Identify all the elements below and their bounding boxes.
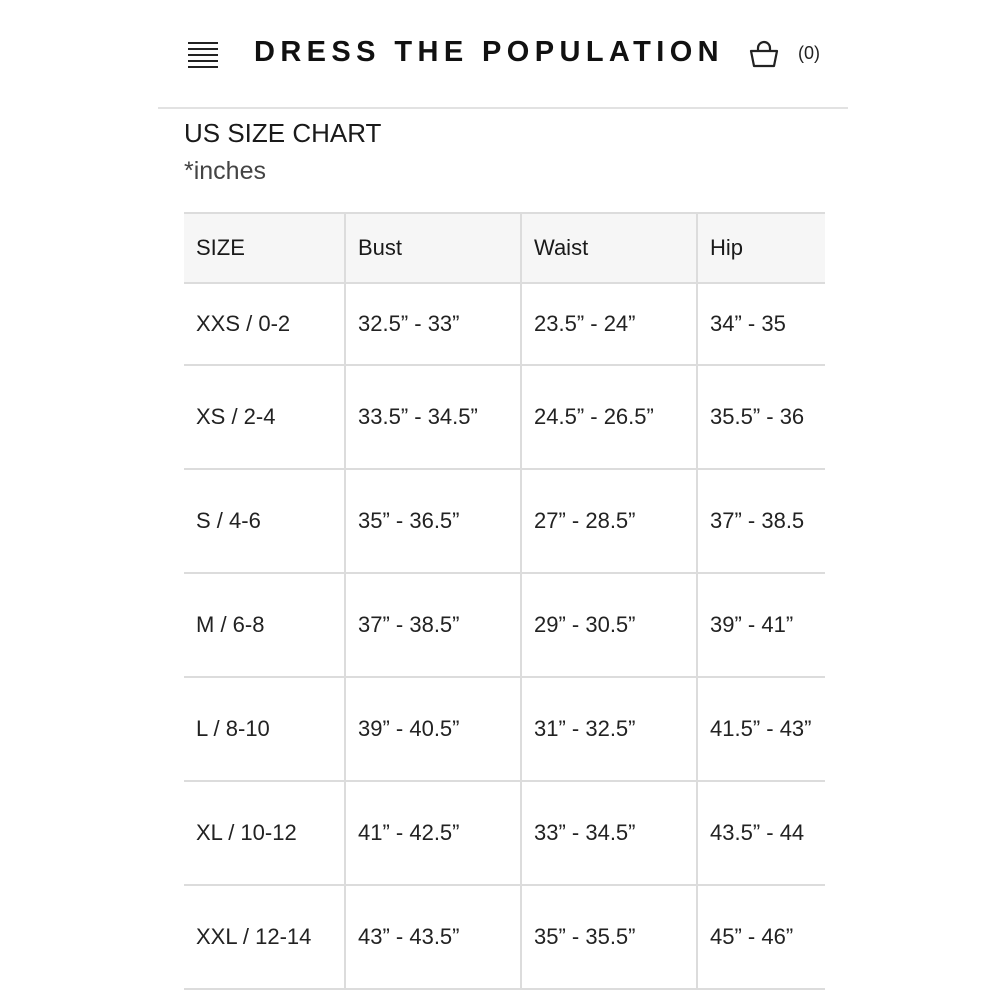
brand-logo[interactable]: DRESS THE POPULATION — [254, 36, 724, 68]
site-header — [158, 0, 848, 109]
table-row — [184, 885, 825, 989]
size-cell: M / 6-8 — [184, 573, 345, 677]
waist-cell: 33” - 34.5” — [521, 781, 697, 885]
bust-cell: 32.5” - 33” — [345, 283, 521, 365]
column-header-size: SIZE — [184, 213, 345, 283]
hip-cell: 41.5” - 43” — [697, 677, 825, 781]
table-row — [184, 573, 825, 677]
table-row — [184, 677, 825, 781]
size-cell: XS / 2-4 — [184, 365, 345, 469]
column-header-waist: Waist — [521, 213, 697, 283]
bust-cell: 37” - 38.5” — [345, 573, 521, 677]
waist-cell: 29” - 30.5” — [521, 573, 697, 677]
waist-cell: 31” - 32.5” — [521, 677, 697, 781]
column-header-hip: Hip — [697, 213, 825, 283]
table-row — [184, 365, 825, 469]
table-row — [184, 283, 825, 365]
waist-cell: 23.5” - 24” — [521, 283, 697, 365]
waist-cell: 24.5” - 26.5” — [521, 365, 697, 469]
bust-cell: 41” - 42.5” — [345, 781, 521, 885]
hip-cell: 35.5” - 36 — [697, 365, 825, 469]
size-cell: L / 8-10 — [184, 677, 345, 781]
hip-cell: 39” - 41” — [697, 573, 825, 677]
hip-cell: 45” - 46” — [697, 885, 825, 989]
waist-cell: 27” - 28.5” — [521, 469, 697, 573]
hip-cell: 43.5” - 44 — [697, 781, 825, 885]
table-row — [184, 781, 825, 885]
column-header-bust: Bust — [345, 213, 521, 283]
size-chart-table — [184, 212, 825, 990]
page-title: US SIZE CHART — [184, 118, 382, 148]
hamburger-menu-icon[interactable] — [188, 42, 218, 68]
hip-cell: 34” - 35 — [697, 283, 825, 365]
cart-count[interactable]: (0) — [798, 43, 820, 63]
size-cell: S / 4-6 — [184, 469, 345, 573]
bust-cell: 35” - 36.5” — [345, 469, 521, 573]
bust-cell: 43” - 43.5” — [345, 885, 521, 989]
table-row — [184, 469, 825, 573]
shopping-bag-icon[interactable] — [748, 38, 780, 70]
waist-cell: 35” - 35.5” — [521, 885, 697, 989]
size-chart-scroll-area[interactable] — [184, 212, 825, 1000]
bust-cell: 33.5” - 34.5” — [345, 365, 521, 469]
table-header-row — [184, 213, 825, 283]
size-cell: XXS / 0-2 — [184, 283, 345, 365]
hip-cell: 37” - 38.5 — [697, 469, 825, 573]
size-cell: XL / 10-12 — [184, 781, 345, 885]
unit-note: *inches — [184, 157, 266, 185]
size-cell: XXL / 12-14 — [184, 885, 345, 989]
bust-cell: 39” - 40.5” — [345, 677, 521, 781]
